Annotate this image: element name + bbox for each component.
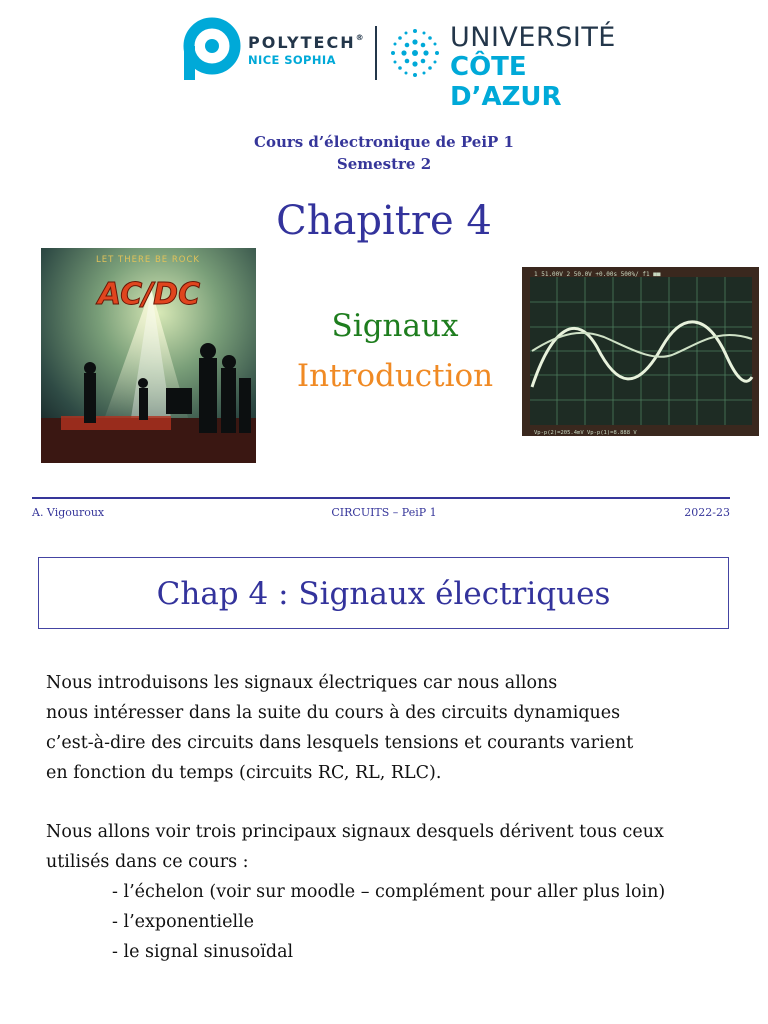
- polytech-symbol-icon: [182, 16, 242, 82]
- album-band-logo: AC/DC: [97, 277, 201, 312]
- acdc-album-image: [41, 248, 256, 463]
- polytech-logo: [182, 16, 377, 82]
- oscilloscope-image: [522, 267, 759, 436]
- paragraph2-line2: utilisés dans ce cours :: [46, 852, 249, 872]
- uca-dots-icon: [386, 22, 444, 84]
- uca-line2: CÔTE D’AZUR: [450, 52, 562, 112]
- bullet-exponentielle: - l’exponentielle: [112, 912, 255, 932]
- uca-line1: UNIVERSITÉ: [450, 22, 616, 53]
- course-title: Cours d’électronique de PeiP 1: [254, 133, 514, 151]
- scope-top-readout: 1 51.00V 2 50.0V +0.00s 500%/ f1 ■■: [534, 271, 661, 278]
- subtitle-signaux: Signaux: [331, 308, 459, 344]
- paragraph1-line3: c’est-à-dire des circuits dans lesquels tensions et courants varient: [46, 733, 634, 753]
- footer-author: A. Vigouroux: [32, 506, 105, 519]
- scope-bottom-readout: Vp-p(2)=205.4mV Vp-p(1)=8.888 V: [534, 430, 637, 436]
- polytech-subtitle: NICE SOPHIA: [248, 53, 336, 67]
- semester-label: Semestre 2: [336, 155, 432, 173]
- logo-divider: [375, 26, 377, 80]
- paragraph1-line1: Nous introduisons les signaux électriques car nous allons: [46, 673, 558, 693]
- paragraph1-line2: nous intéresser dans la suite du cours à des circuits dynamiques: [46, 703, 621, 723]
- paragraph1-line4: en fonction du temps (circuits RC, RL, RLC).: [46, 763, 442, 783]
- footer-course: CIRCUITS – PeiP 1: [331, 506, 437, 519]
- chapter-title: Chapitre 4: [276, 198, 492, 244]
- universite-cote-azur-logo: [386, 22, 616, 112]
- subtitle-introduction: Introduction: [296, 358, 494, 394]
- bullet-sinusoidal: - le signal sinusoïdal: [112, 942, 294, 962]
- bullet-echelon: - l’échelon (voir sur moodle – complément pour aller plus loin): [112, 882, 666, 902]
- footer-year: 2022-23: [684, 506, 730, 519]
- section-title: Chap 4 : Signaux électriques: [156, 576, 611, 612]
- polytech-name: POLYTECH®: [248, 33, 366, 52]
- album-caption: LET THERE BE ROCK: [96, 255, 200, 265]
- paragraph2-line1: Nous allons voir trois principaux signaux desquels dérivent tous ceux: [46, 822, 664, 842]
- footer-rule: [32, 497, 730, 499]
